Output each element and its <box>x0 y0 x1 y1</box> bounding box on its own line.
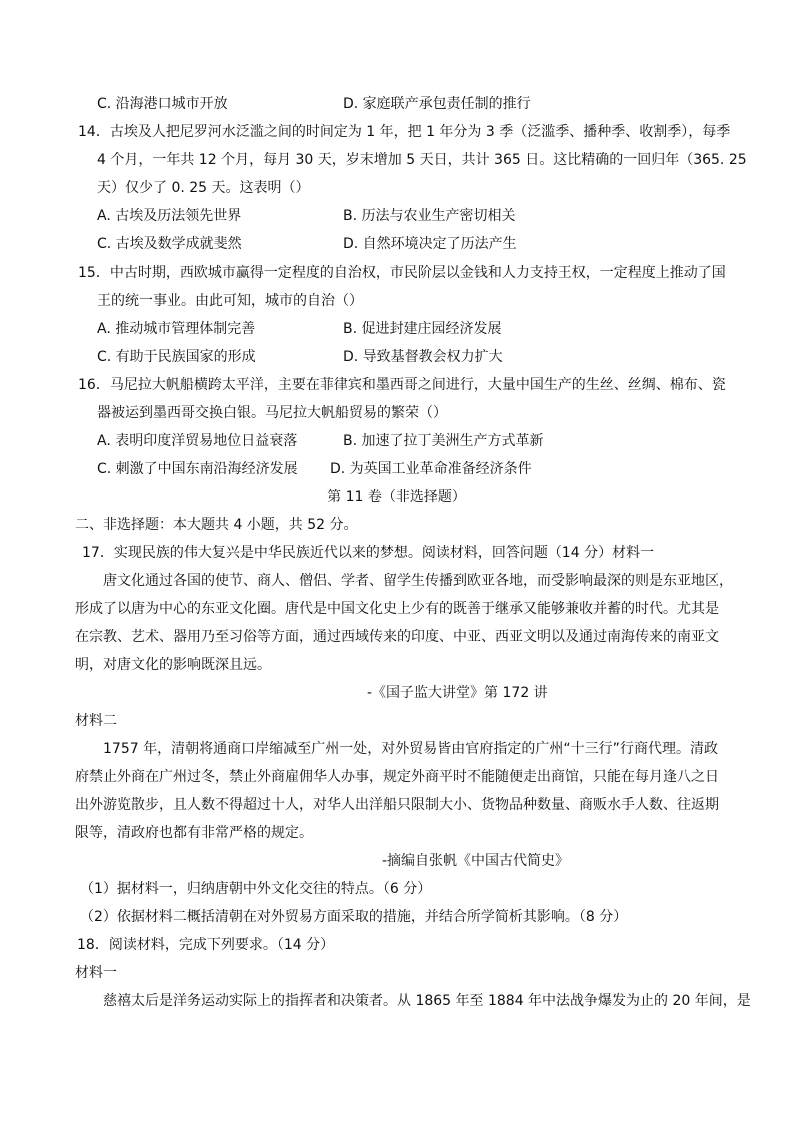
q15-option-b: B. 促进封建庄园经济发展 <box>343 321 502 337</box>
q18-material-1-label: 材料一 <box>75 965 117 981</box>
q14-stem-line-3: 天）仅少了 0. 25 天。这表明（） <box>97 180 310 196</box>
q17-material-1-line-3: 在宗教、艺术、器用乃至习俗等方面，通过西域传来的印度、中亚、西亚文明以及通过南海传来的南亚文 <box>75 629 719 645</box>
q15-option-c: C. 有助于民族国家的形成 <box>97 349 256 365</box>
volume-2-title: 第 11 卷（非选择题） <box>327 489 466 505</box>
q17-material-2-line-4: 限等，清政府也都有非常严格的规定。 <box>75 825 313 841</box>
q17-material-2-line-2: 府禁止外商在广州过冬，禁止外商雇佣华人办事，规定外商平时不能随便走出商馆，只能在每月逢八之日 <box>75 769 719 785</box>
q17-stem: 17．实现民族的伟大复兴是中华民族近代以来的梦想。阅读材料，回答问题（14 分）材料一 <box>82 545 655 561</box>
q16-option-d: D. 为英国工业革命准备经济条件 <box>330 461 532 477</box>
q18-stem: 18．阅读材料，完成下列要求。（14 分） <box>77 937 335 953</box>
q17-material-1-source: -《国子监大讲堂》第 172 讲 <box>367 685 548 701</box>
q16-option-c: C. 刺激了中国东南沿海经济发展 <box>97 461 298 477</box>
q17-material-2-line-3: 出外游览散步，且人数不得超过十人，对华人出洋船只限制大小、货物品种数量、商贩水手人数、往返期 <box>75 797 719 813</box>
q14-stem-line-1: 14．古埃及人把尼罗河水泛滥之间的时间定为 1 年，把 1 年分为 3 季（泛滥季、播种季、收割季），每季 <box>78 124 731 140</box>
section-2-header: 二、非选择题：本大题共 4 小题，共 52 分。 <box>75 517 358 533</box>
q13-option-c: C. 沿海港口城市开放 <box>97 96 228 112</box>
q15-option-a: A. 推动城市管理体制完善 <box>97 321 256 337</box>
q17-material-2-source: -摘编自张帆《中国古代简史》 <box>382 853 570 869</box>
q16-option-b: B. 加速了拉丁美洲生产方式革新 <box>343 433 544 449</box>
q15-stem-line-2: 王的统一事业。由此可知，城市的自治（） <box>97 293 363 309</box>
q17-material-1-line-1: 唐文化通过各国的使节、商人、僧侣、学者、留学生传播到欧亚各地，而受影响最深的则是东亚地区， <box>103 573 733 589</box>
q15-option-d: D. 导致基督教会权力扩大 <box>343 349 503 365</box>
q14-stem-line-2: 4 个月，一年共 12 个月，每月 30 天，岁末增加 5 天日，共计 365 日。这比精确的一回归年（365. 25 <box>97 152 747 168</box>
q17-material-2-line-1: 1757 年，清朝将通商口岸缩减至广州一处，对外贸易皆由官府指定的广州“十三行”行商代理。清政 <box>103 741 718 757</box>
q16-stem-line-1: 16．马尼拉大帆船横跨太平洋，主要在菲律宾和墨西哥之间进行，大量中国生产的生丝、丝绸、棉布、瓷 <box>78 377 726 393</box>
q14-option-d: D. 自然环境决定了历法产生 <box>343 236 517 252</box>
q14-option-a: A. 古埃及历法领先世界 <box>97 208 242 224</box>
q14-option-b: B. 历法与农业生产密切相关 <box>343 208 516 224</box>
q17-material-1-line-2: 形成了以唐为中心的东亚文化圈。唐代是中国文化史上少有的既善于继承又能够兼收并蓄的时代。尤其是 <box>75 601 719 617</box>
q17-material-2-label: 材料二 <box>75 713 117 729</box>
q18-material-1-line-1: 慈禧太后是洋务运动实际上的指挥者和决策者。从 1865 年至 1884 年中法战争爆发为止的 20 年间，是 <box>103 993 751 1009</box>
q16-stem-line-2: 器被运到墨西哥交换白银。马尼拉大帆船贸易的繁荣（） <box>97 405 447 421</box>
q17-subquestion-2: （2）依据材料二概括清朝在对外贸易方面采取的措施，并结合所学简析其影响。（8 分） <box>80 909 628 925</box>
q15-stem-line-1: 15．中古时期，西欧城市赢得一定程度的自治权，市民阶层以金钱和人力支持王权，一定程度上推动了国 <box>78 265 726 281</box>
q17-subquestion-1: （1）据材料一，归纳唐朝中外文化交往的特点。（6 分） <box>80 881 432 897</box>
q14-option-c: C. 古埃及数学成就斐然 <box>97 236 242 252</box>
q16-option-a: A. 表明印度洋贸易地位日益衰落 <box>97 433 298 449</box>
q17-material-1-line-4: 明，对唐文化的影响既深且远。 <box>75 657 271 673</box>
q13-option-d: D. 家庭联产承包责任制的推行 <box>343 96 531 112</box>
